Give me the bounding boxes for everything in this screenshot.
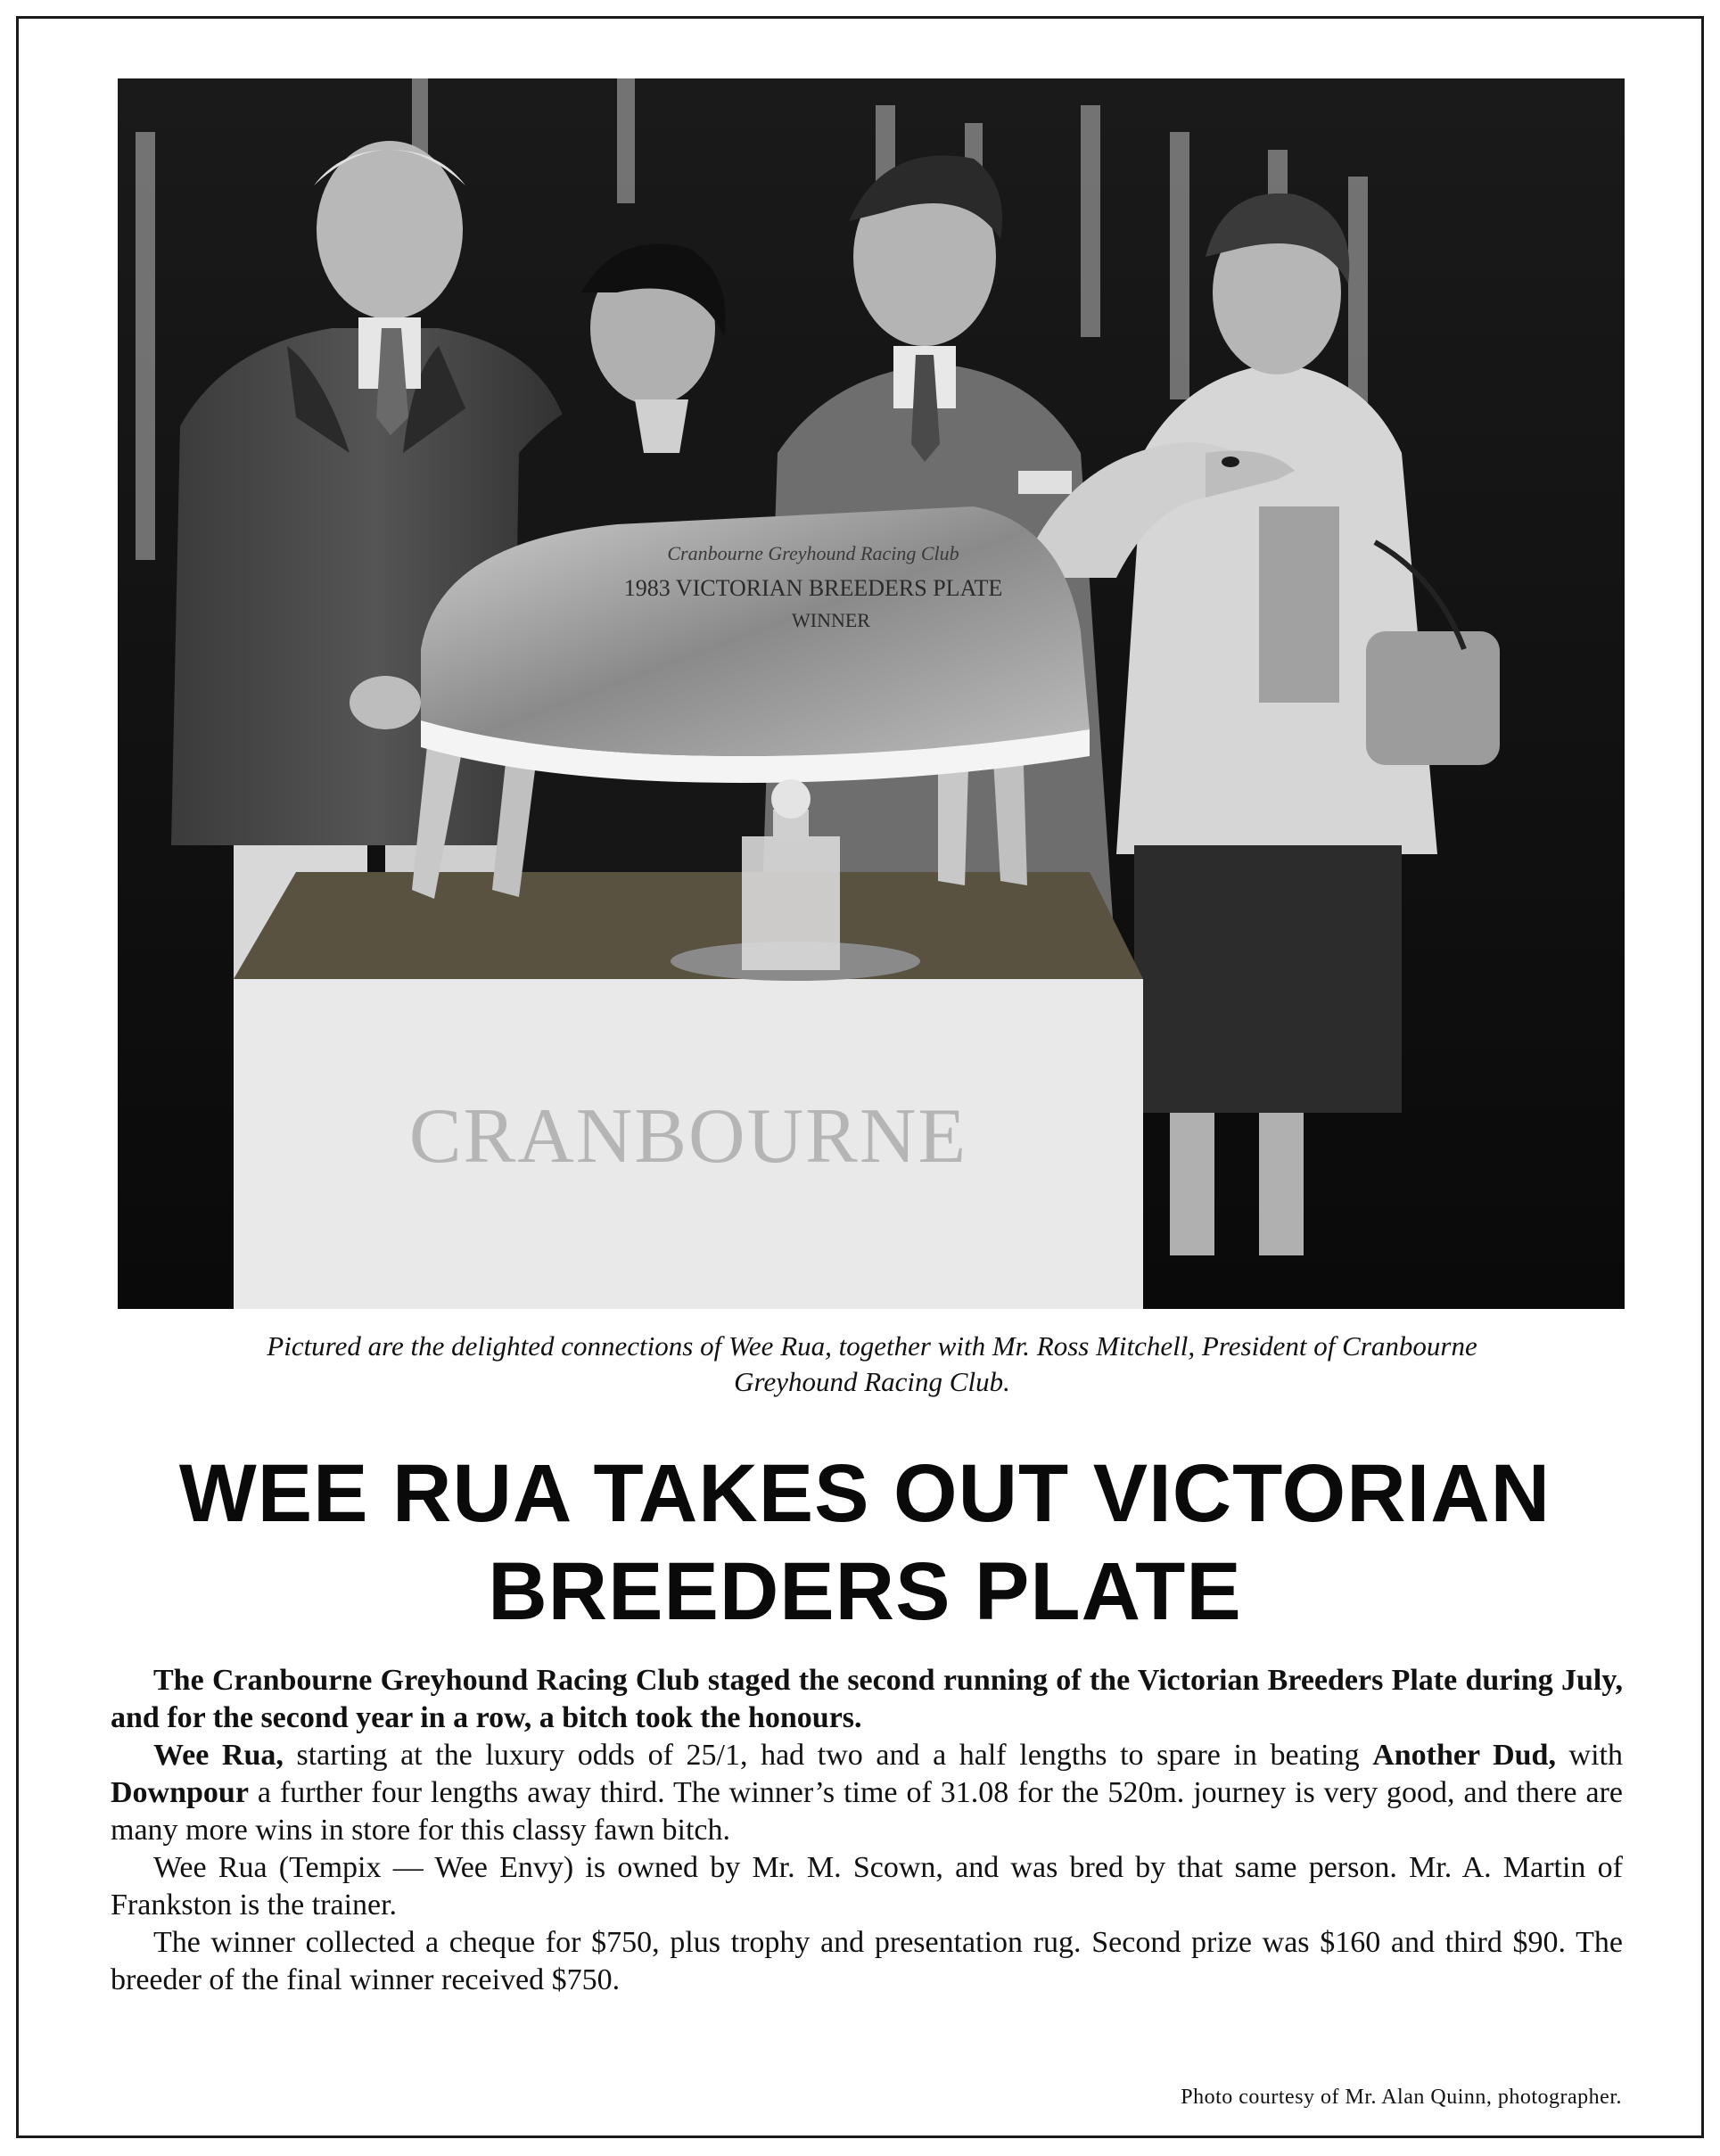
caption-line-1: Pictured are the delighted connections of Wee Rua, together with Mr. Ross Mitchell, President of Cranbourne <box>267 1330 1477 1362</box>
photo-credit: Photo courtesy of Mr. Alan Quinn, photographer. <box>1181 2086 1622 2109</box>
article-paragraph-3: Wee Rua (Tempix — Wee Envy) is owned by Mr. M. Scown, and was bred by that same person. Mr. A. Martin of Frankston is the trainer. <box>111 1851 1623 1921</box>
photo-caption <box>125 1329 1619 1400</box>
podium-text: CRANBOURNE <box>408 1093 968 1180</box>
article-text-2c: a further four lengths away third. The winner’s time of 31.08 for the 520m. journey is very good, and there are many more wins in store for this classy fawn bitch. <box>111 1776 1623 1847</box>
winner-name: Wee Rua, <box>153 1739 284 1772</box>
rug-text-2: 1983 VICTORIAN BREEDERS PLATE <box>623 575 1003 601</box>
article-paragraph-1 <box>111 1662 1623 1737</box>
headline <box>107 1444 1623 1641</box>
headline-line-1: WEE RUA TAKES OUT VICTORIAN <box>178 1448 1551 1539</box>
dog-rug <box>421 506 1090 783</box>
article-text-2a: starting at the luxury odds of 25/1, had two and a half lengths to spare in beating <box>283 1739 1373 1772</box>
article-body <box>111 1662 1623 1999</box>
article-paragraph-2 <box>111 1737 1623 1849</box>
rug-text-3: WINNER <box>792 609 870 631</box>
article-text-2b: with <box>1555 1739 1624 1772</box>
headline-line-2: BREEDERS PLATE <box>488 1546 1242 1637</box>
second-place-name: Another Dud, <box>1372 1739 1556 1772</box>
article-paragraph-4: The winner collected a cheque for $750, plus trophy and presentation rug. Second prize was $160 and third $90. The breeder of the final winner received $750. <box>111 1926 1623 1996</box>
caption-line-2: Greyhound Racing Club. <box>734 1366 1010 1397</box>
podium <box>234 872 1143 1309</box>
third-place-name: Downpour <box>111 1776 249 1809</box>
presentation-photo <box>118 78 1625 1309</box>
article-lead: The Cranbourne Greyhound Racing Club staged the second running of the Victorian Breeders Plate during July, and for the second year in a row, a bitch took the honours. <box>111 1664 1623 1734</box>
rug-text-1: Cranbourne Greyhound Racing Club <box>667 542 959 564</box>
